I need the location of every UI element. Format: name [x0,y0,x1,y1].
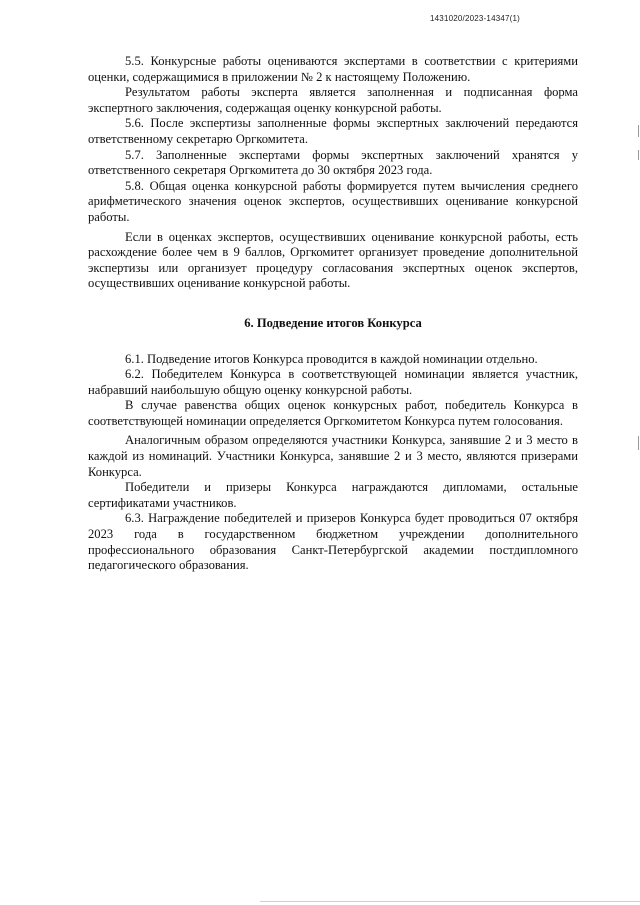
document-number: 1431020/2023-14347(1) [430,14,521,23]
paragraph-5-5: 5.5. Конкурсные работы оцениваются экспертами в соответствии с критериями оценки, содержащимися в приложении № 2 к настоящему Положению. [88,54,578,84]
paragraph-6-2: 6.2. Победителем Конкурса в соответствующей номинации является участник, набравший наибольшую общую оценку конкурсной работы. [88,367,578,397]
paragraph-awards: Победители и призеры Конкурса награждаются дипломами, остальные сертификатами участников. [88,480,578,510]
scan-edge-mark [638,436,639,450]
paragraph-expert-result: Результатом работы эксперта является заполненная и подписанная форма экспертного заключения, содержащая оценку конкурсной работы. [88,85,578,115]
paragraph-score-discrepancy: Если в оценках экспертов, осуществивших оценивание конкурсной работы, есть расхождение более чем в 9 баллов, Оргкомитет организует проведение дополнительной экспертизы или организует процедуру согласования экспертных оценок экспертов, осуществивших оценивание конкурсной работы. [88,229,578,291]
scan-edge-mark [638,125,639,137]
scan-bottom-line [260,901,640,902]
paragraph-6-1: 6.1. Подведение итогов Конкурса проводится в каждой номинации отдельно. [125,351,538,366]
paragraph-tie-rule: В случае равенства общих оценок конкурсных работ, победитель Конкурса в соответствующей номинации определяется Оргкомитетом Конкурса путем голосования. [88,398,578,428]
paragraph-runner-up-places: Аналогичным образом определяются участники Конкурса, занявшие 2 и 3 место в каждой из номинаций. Участники Конкурса, занявшие 2 и 3 место, являются призерами Конкурса. [88,433,578,479]
paragraph-5-7: 5.7. Заполненные экспертами формы экспертных заключений хранятся у ответственного секретаря Оргкомитета до 30 октября 2023 года. [88,147,578,178]
paragraph-6-3: 6.3. Награждение победителей и призеров Конкурса будет проводиться 07 октября 2023 года в государственном бюджетном учреждении дополнительного профессионального образования Санкт-Петербургской академии постдипломного педагогического образования. [88,511,578,573]
paragraph-5-8: 5.8. Общая оценка конкурсной работы формируется путем вычисления среднего арифметического значения оценок экспертов, осуществивших оценивание конкурсной работы. [88,178,578,224]
section-6-heading: 6. Подведение итогов Конкурса [244,315,422,330]
paragraph-5-6: 5.6. После экспертизы заполненные формы экспертных заключений передаются ответственному секретарю Оргкомитета. [88,116,578,146]
scan-edge-mark [638,150,639,160]
document-body [88,54,578,574]
